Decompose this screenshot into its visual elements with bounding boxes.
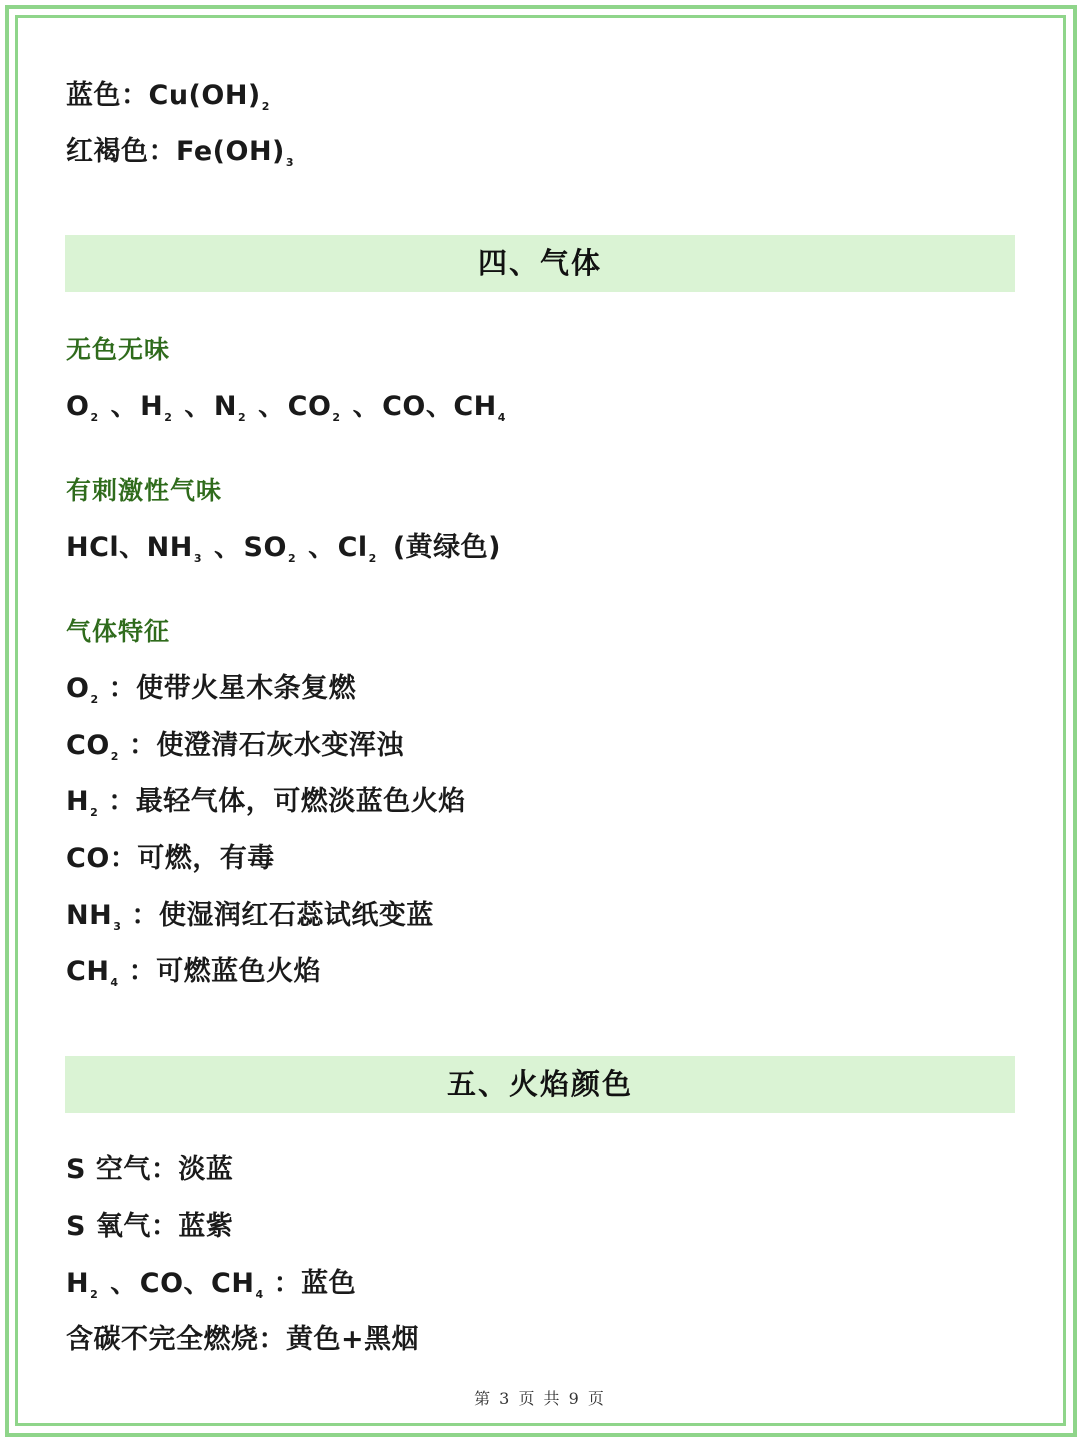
formula-cl: Cl	[337, 532, 368, 563]
feature-text: CO：可燃，有毒	[66, 843, 275, 874]
feature-text: ：可燃蓝色火焰	[128, 956, 322, 987]
subscript: 3	[285, 156, 295, 169]
subscript: 2	[332, 411, 341, 424]
formula-hcl-nh: HCl、NH	[66, 532, 193, 563]
features-heading: 气体特征	[66, 617, 171, 646]
formula-co-ch: CO、CH	[139, 1268, 255, 1299]
separator: 、	[110, 1268, 138, 1299]
subscript: 2	[164, 411, 173, 424]
subscript: 2	[90, 1288, 99, 1301]
feature-o2-line	[66, 671, 356, 718]
blue-label: 蓝色：Cu(OH)	[66, 80, 261, 111]
feature-h2-line	[66, 784, 466, 831]
formula-h: H	[66, 1268, 90, 1299]
flame-s-oxygen-line: S 氧气：蓝紫	[66, 1211, 234, 1242]
flame-text: ：蓝色	[273, 1268, 357, 1299]
formula: CH	[66, 956, 110, 987]
section-title-gases: 四、气体	[65, 235, 1015, 292]
formula-h: H	[140, 391, 164, 422]
feature-co-line	[66, 841, 275, 877]
colorless-heading: 无色无味	[66, 335, 171, 364]
subscript: 2	[261, 100, 270, 113]
feature-text: ：使带火星木条复燃	[108, 673, 357, 704]
subscript: 2	[90, 411, 99, 424]
redbrown-label: 红褐色：Fe(OH)	[66, 136, 285, 167]
irritating-heading: 有刺激性气味	[66, 476, 223, 505]
feature-text: ：最轻气体，可燃淡蓝色火焰	[108, 786, 466, 817]
subscript: 4	[255, 1288, 264, 1301]
feature-text: ：使湿润红石蕊试纸变蓝	[131, 900, 434, 931]
feature-text: ：使澄清石灰水变浑浊	[128, 730, 404, 761]
colorless-gases-line	[66, 389, 508, 436]
page-number: 第 3 页 共 9 页	[474, 1389, 606, 1408]
subscript: 2	[287, 552, 297, 565]
formula-so: SO	[243, 532, 287, 563]
formula-o: O	[66, 391, 90, 422]
flame-s-air-line: S 空气：淡蓝	[66, 1154, 234, 1185]
blue-hydroxide-line	[66, 78, 272, 125]
separator: 、	[308, 532, 336, 563]
subscript: 4	[497, 411, 506, 424]
irritating-gases-line	[66, 530, 501, 577]
formula: CO	[66, 730, 110, 761]
color-note: (黄绿色)	[392, 532, 502, 563]
formula: NH	[66, 900, 113, 931]
separator: 、	[184, 391, 212, 422]
feature-ch4-line	[66, 954, 321, 1001]
section-title-flame-colors: 五、火焰颜色	[65, 1056, 1015, 1113]
subscript: 2	[237, 411, 247, 424]
subscript: 2	[90, 693, 99, 706]
formula-n: N	[213, 391, 237, 422]
feature-nh3-line	[66, 898, 434, 945]
formula-co2: CO	[287, 391, 332, 422]
subscript: 2	[368, 552, 377, 565]
formula: O	[66, 673, 90, 704]
flame-incomplete-line: 含碳不完全燃烧：黄色+黑烟	[66, 1324, 420, 1355]
separator: 、	[258, 391, 286, 422]
separator: 、	[352, 391, 381, 422]
subscript: 2	[110, 750, 119, 763]
flame-h2-co-ch4-line	[66, 1266, 356, 1313]
formula-co-ch: CO、CH	[382, 391, 497, 422]
subscript: 2	[90, 806, 99, 819]
separator: 、	[110, 391, 139, 422]
subscript: 3	[113, 920, 122, 933]
subscript: 3	[193, 552, 203, 565]
redbrown-hydroxide-line	[66, 134, 296, 181]
separator: 、	[214, 532, 242, 563]
feature-co2-line	[66, 728, 404, 775]
subscript: 4	[110, 976, 119, 989]
formula: H	[66, 786, 90, 817]
